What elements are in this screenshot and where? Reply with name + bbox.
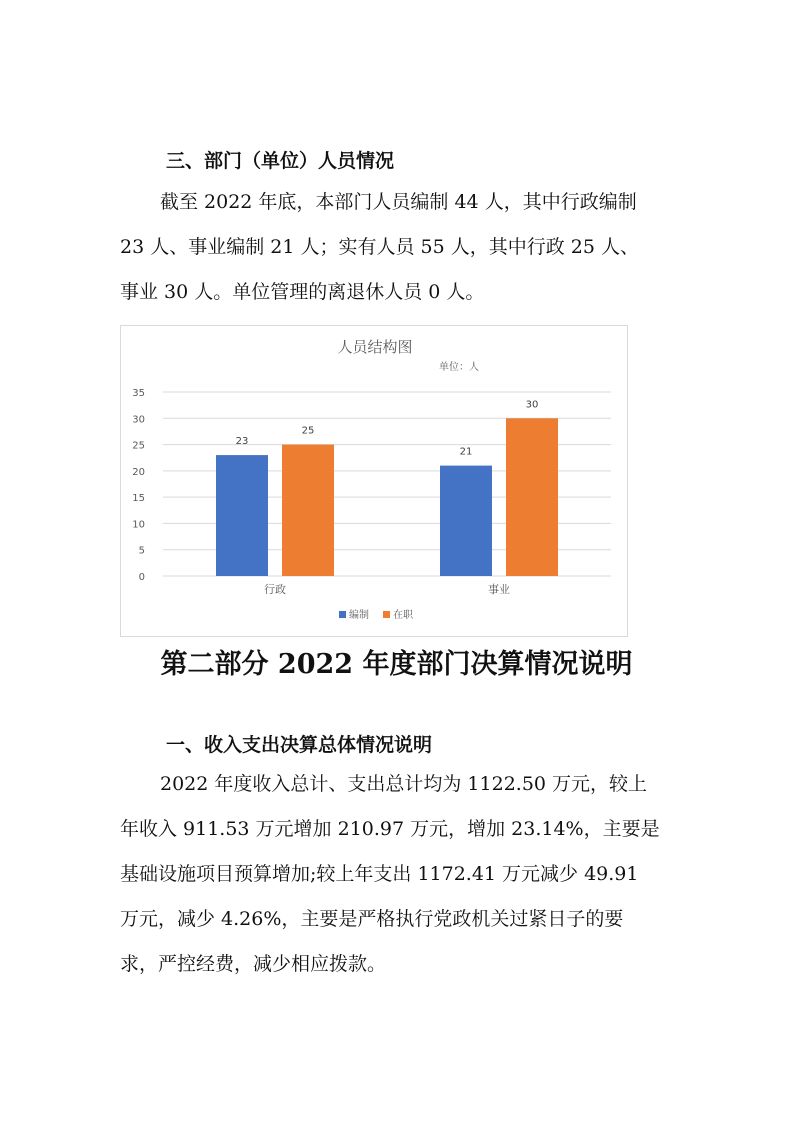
section-heading-income-expense: 一、收入支出决算总体情况说明 <box>166 734 433 756</box>
y-tick-label: 30 <box>132 414 145 426</box>
y-tick-label: 0 <box>138 572 145 583</box>
personnel-paragraph <box>120 180 680 315</box>
paragraph-line: 截至 2022 年底，本部门人员编制 44 人，其中行政编制 <box>160 191 637 213</box>
paragraph-line: 事业 30 人。单位管理的离退休人员 0 人。 <box>120 281 485 303</box>
chart-svg <box>121 326 629 638</box>
legend-label: 在职 <box>393 610 413 621</box>
y-tick-label: 10 <box>132 519 145 531</box>
y-tick-label: 15 <box>132 493 145 505</box>
chart-unit-label: 单位：人 <box>439 362 479 373</box>
legend-swatch <box>383 611 390 618</box>
y-tick-label: 20 <box>132 466 145 478</box>
data-label: 25 <box>301 425 315 437</box>
data-label: 21 <box>459 446 473 458</box>
part-two-title: 第二部分 2022 年度部门决算情况说明 <box>160 649 633 680</box>
x-tick-label: 事业 <box>488 583 510 596</box>
data-label: 30 <box>525 399 539 411</box>
personnel-structure-chart <box>120 325 628 637</box>
paragraph-line: 基础设施项目预算增加;较上年支出 1172.41 万元减少 49.91 <box>120 863 639 885</box>
chart-title: 人员结构图 <box>337 338 413 356</box>
data-label: 23 <box>235 436 249 448</box>
legend-swatch <box>339 611 346 618</box>
bar-编制 <box>216 455 268 576</box>
y-tick-label: 35 <box>132 388 145 399</box>
x-tick-label: 行政 <box>264 583 286 596</box>
section-heading-personnel: 三、部门（单位）人员情况 <box>166 150 395 172</box>
paragraph-line: 2022 年度收入总计、支出总计均为 1122.50 万元，较上 <box>160 773 648 795</box>
bar-编制 <box>440 466 492 576</box>
y-tick-label: 25 <box>132 440 145 452</box>
y-tick-label: 5 <box>138 545 145 557</box>
paragraph-line: 万元，减少 4.26%，主要是严格执行党政机关过紧日子的要 <box>120 908 624 930</box>
legend-label: 编制 <box>349 610 369 621</box>
bar-在职 <box>282 445 334 576</box>
income-expense-paragraph <box>120 762 680 987</box>
paragraph-line: 求，严控经费，减少相应拨款。 <box>120 953 387 975</box>
bar-在职 <box>506 418 558 576</box>
paragraph-line: 年收入 911.53 万元增加 210.97 万元，增加 23.14%，主要是 <box>120 818 660 840</box>
paragraph-line: 23 人、事业编制 21 人；实有人员 55 人，其中行政 25 人、 <box>120 236 639 258</box>
